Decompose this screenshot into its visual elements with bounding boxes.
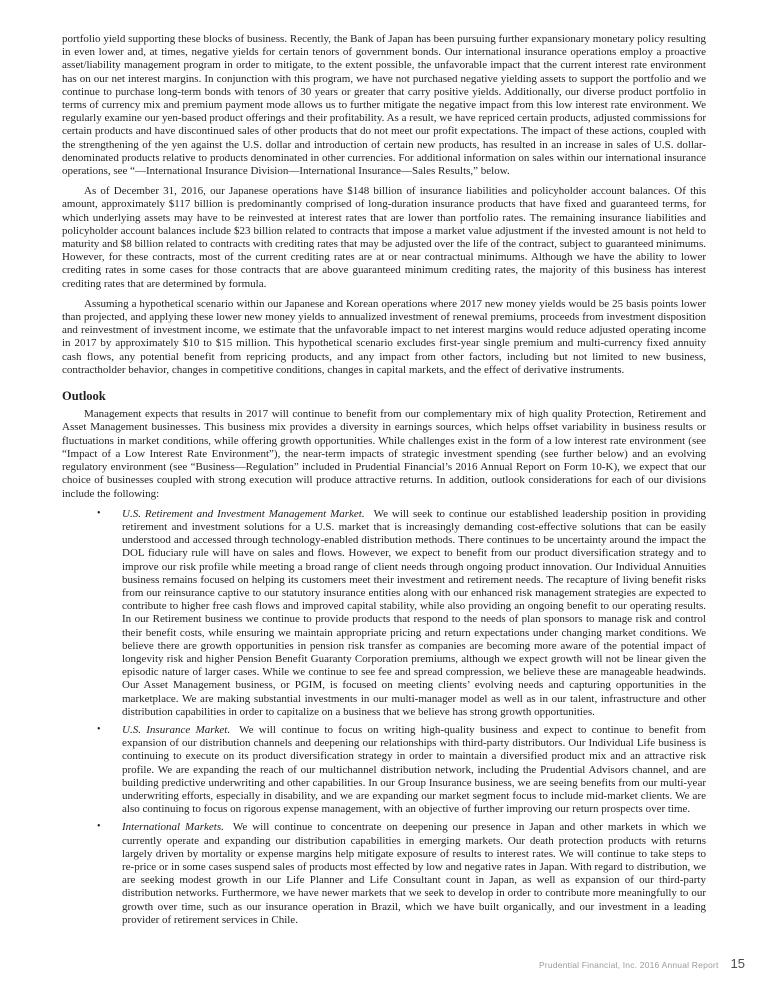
- bullet-text: We will continue to focus on writing high-quality business and expect to continue to benefit from expansion of our distribution channels and deepening our relationships with third-party distributors. Our Individual Life business is continuing to execute on its product diversification strategy in order to maintain a diversified product mix and an attractive risk profile. We are expanding the reach of our multichannel distribution network, including the Prudential Advisors channel, and are building predictive underwriting and other capabilities. In our Group Insurance business, we are seeing benefits from our multi-year underwriting efforts, especially in disability, and we are expanding our market segment focus to include mid-market clients. We are also continuing to focus on rigorous expense management, with an objective of further improving our return prospects over time.: [122, 723, 706, 816]
- footer-page-number: 15: [730, 956, 745, 971]
- section-heading-outlook: Outlook: [62, 389, 106, 404]
- list-item-us-retirement: [62, 508, 706, 719]
- paragraph-hypothetical-scenario: Assuming a hypothetical scenario within our Japanese and Korean operations where 2017 new money yields would be 25 basis points lower than projected, and applying these lower new money yields to annualized investment of renewal premiums, proceeds from investment disposition and reinvestment of investment income, we estimate that the unfavorable impact to net interest margins would reduce adjusted operating income in 2017 by approximately $10 to $15 million. This hypothetical scenario excludes first-year single premium and multi-currency fixed annuity cash flows, any potential benefit from repricing products, and any impact from other factors, including but not limited to new business, contractholder behavior, changes in competitive conditions, changes in capital markets, and the effect of derivative instruments.: [62, 297, 706, 376]
- outlook-bullet-list: [62, 508, 706, 927]
- paragraph-outlook-intro: Management expects that results in 2017 will continue to benefit from our complementary mix of high quality Protection, Retirement and Asset Management businesses. This business mix provides a diversity in earnings sources, which helps offset variability in business results or fluctuations in market conditions, while offering growth opportunities. While challenges exist in the form of a low interest rate environment (see “Impact of a Low Interest Rate Environment”), the near-term impacts of strategic investment spending (see further below) and an evolving regulatory environment (see “Business—Regulation” included in Prudential Financial’s 2016 Annual Report on Form 10-K), we expect that our choice of businesses coupled with strong execution will produce attractive returns. In addition, outlook considerations for each of our divisions include the following:: [62, 408, 706, 500]
- page-footer: [539, 955, 745, 973]
- bullet-icon: •: [97, 507, 101, 519]
- bullet-text: We will seek to continue our established leadership position in providing retirement and investment solutions for a U.S. market that is increasingly demanding cost-effective solutions that can be easily understood and accessed through technology-enabled distribution methods. There continues to be uncertainty around the impact the DOL fiduciary rule will have on sales and flows. However, we expect to benefit from our product diversification strategy and to improve our risk profile while meeting a broad range of client needs through ongoing product innovation. Our Individual Annuities business remains focused on helping its customers meet their investment and retirement needs. The recapture of living benefit risks from our reinsurance captive to our statutory insurance entities along with our enhanced risk management strategies are expected to contribute to higher free cash flows and improved capital stability, while also providing an ongoing benefit to our operating results. In our Retirement business we continue to provide products that respond to the needs of plan sponsors to manage risk and control their benefit costs, while ensuring we maintain appropriate pricing and return expectations under changing market conditions. We believe there are growth opportunities in pension risk transfer as companies are becoming more aware of the potential impact of longevity risk and higher Pension Benefit Guaranty Corporation premiums, although we expect growth will not be linear given the episodic nature of larger cases. While we continue to see fee and spread compression, we believe these are manageable headwinds. Our Asset Management business, or PGIM, is focused on meeting clients’ evolving needs and capturing opportunities in the marketplace. We are making substantial investments in our multi-manager model as well as in our talent, infrastructure and other distribution capabilities in order to capitalize on a business that we believe has strong growth opportunities.: [122, 507, 706, 718]
- paragraph-interest-rate-environment: portfolio yield supporting these blocks of business. Recently, the Bank of Japan has been pursuing further expansionary monetary policy resulting in even lower and, at times, negative yields for certain tenors of government bonds. Our international insurance operations employ a proactive asset/liability management program in order to mitigate, to the extent possible, the unfavorable impact that the current interest rate environment has on our net interest margins. In conjunction with this program, we have not purchased negative yielding assets to support the portfolio and we continue to purchase long-term bonds with tenors of 30 years or greater that carry positive yields. Additionally, our diverse product portfolio in terms of currency mix and premium payment mode allows us to further mitigate the negative impact from this low interest rate environment. We regularly examine our yen-based product offerings and their profitability. As a result, we have repriced certain products, adjusted commissions for certain products and have discontinued sales of other products that do not meet our profit expectations. The impact of these actions, coupled with the strengthening of the yen against the U.S. dollar and introduction of certain new products, has resulted in an increase in sales of U.S. dollar-denominated products relative to products denominated in other currencies. For additional information on sales within our international insurance operations, see “—International Insurance Division—International Insurance—Sales Results,” below.: [62, 33, 706, 178]
- page-body: [62, 33, 706, 932]
- footer-report-title: Prudential Financial, Inc. 2016 Annual Report: [538, 960, 719, 970]
- bullet-icon: •: [97, 821, 101, 833]
- paragraph-japanese-operations: As of December 31, 2016, our Japanese operations have $148 billion of insurance liabilities and policyholder account balances. Of this amount, approximately $117 billion is predominantly comprised of long-duration insurance products that have fixed and guaranteed terms, for which underlying assets may have to be reinvested at interest rates that are lower than portfolio rates. The remaining insurance liabilities and policyholder account balances include $23 billion related to contracts that impose a market value adjustment if the invested amount is not held to maturity and $8 billion related to contracts with crediting rates that may be adjusted over the life of the contract, subject to guaranteed minimums. However, for these contracts, most of the current crediting rates are at or near contractual minimums. Although we have the ability to lower crediting rates in some cases for those contracts that are above guaranteed minimum crediting rates, the majority of this business has interest crediting rates that are determined by formula.: [62, 185, 706, 290]
- bullet-label: U.S. Retirement and Investment Management Market.: [122, 507, 365, 520]
- bullet-icon: •: [97, 723, 101, 735]
- list-item-us-insurance: [62, 724, 706, 816]
- bullet-label: U.S. Insurance Market.: [122, 723, 231, 736]
- bullet-label: International Markets.: [122, 821, 224, 834]
- list-item-international-markets: [62, 821, 706, 927]
- bullet-text: We will continue to concentrate on deepening our presence in Japan and other markets in which we currently operate and expanding our distribution capabilities in emerging markets. Our death protection products with returns largely driven by mortality or expense margins help mitigate exposure of results to interest rates. We will continue to take steps to re-price or in some cases suspend sales of products most effected by low and negative rates in Japan. With regard to distribution, we are seeking modest growth in our Life Planner and Life Consultant count in Japan, as well as expansion of our third-party distribution networks. Furthermore, we have newer markets that we seek to develop in order to contribute more meaningfully to our growth over time, such as our insurance operation in Brazil, which we have built organically, and our investment in a leading provider of retirement services in Chile.: [122, 821, 706, 926]
